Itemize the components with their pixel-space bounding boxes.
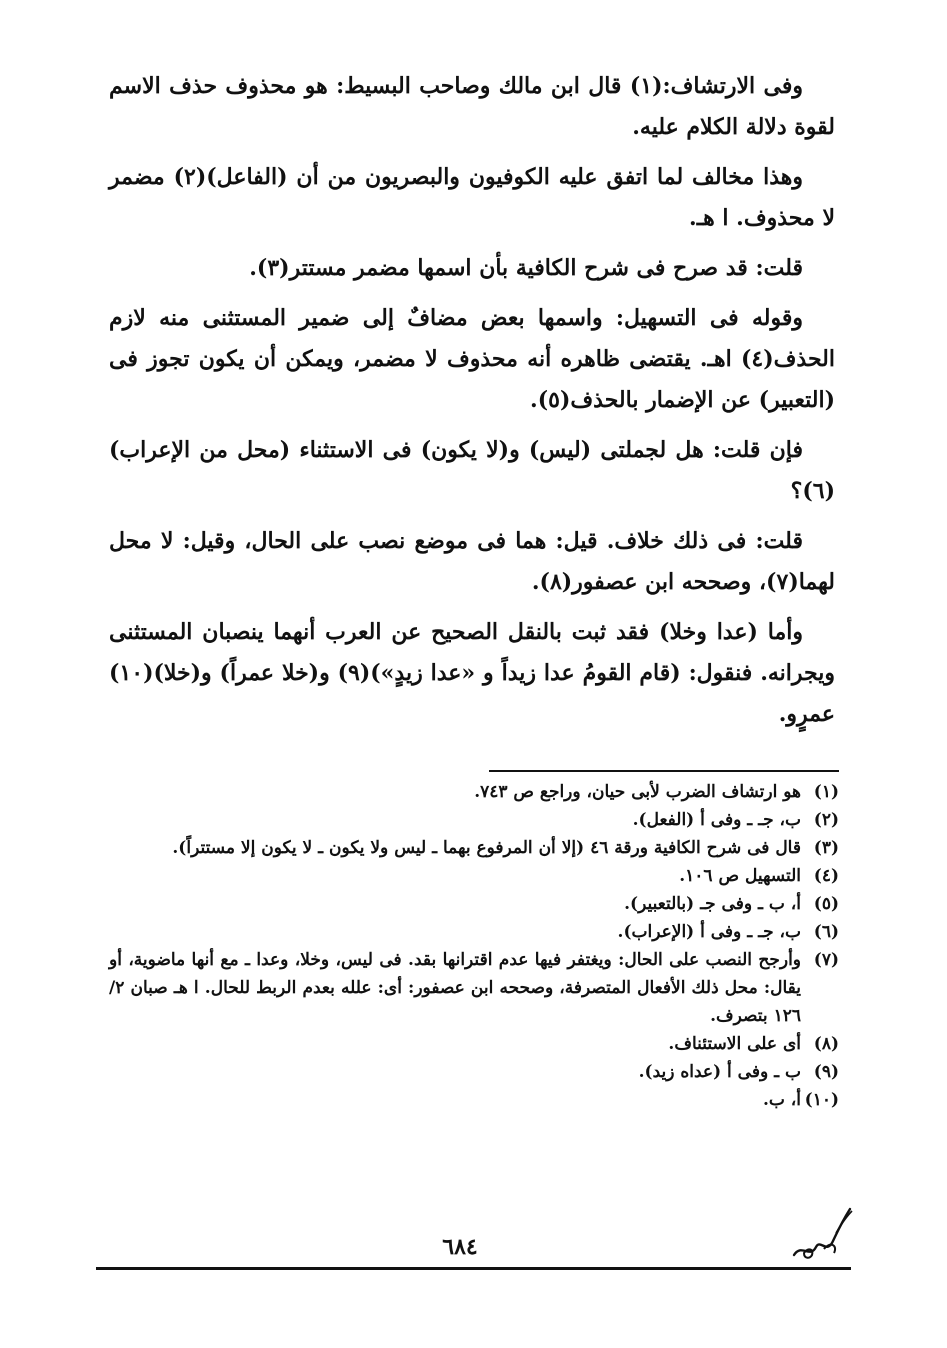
footnote-text: هو ارتشاف الضرب لأبى حيان، وراجع ص ٧٤٣. <box>474 782 801 802</box>
footnote-8 <box>109 1030 839 1058</box>
paragraph-1: وفى الارتشاف:(١) قال ابن مالك وصاحب البسيط: هو محذوف حذف الاسم لقوة دلالة الكلام عليه. <box>109 73 835 140</box>
paragraph-7: وأما (عدا وخلا) فقد ثبت بالنقل الصحيح عن العرب أنهما ينصبان المستثنى ويجرانه. فنقول: (قام القومُ عدا زيداً و «عدا زيدٍ»)(٩) و(خلا عمراً) و(خلا)(١٠) عمرٍو. <box>109 619 835 727</box>
footnote-9 <box>109 1058 839 1086</box>
paragraph-2: وهذا مخالف لما اتفق عليه الكوفيون والبصريون من أن (الفاعل)(٢) مضمر لا محذوف. ا هـ. <box>109 164 835 231</box>
footnote-text: أ، ب. <box>762 1090 801 1110</box>
footnote-number: (٢) <box>813 810 839 830</box>
footnote-3 <box>109 834 839 862</box>
page-number: ٦٨٤ <box>442 1234 478 1260</box>
footnote-text: ب، جـ ـ وفى أ (الإعراب). <box>617 922 801 942</box>
footnote-5 <box>109 890 839 918</box>
paragraph-4: وقوله فى التسهيل: واسمها بعض مضافٌ إلى ضمير المستثنى منه لازم الحذف(٤) اهـ. يقتضى ظاهره أنه محذوف لا مضمر، ويمكن أن يكون تجوز فى (التعبير) عن الإضمار بالحذف(٥). <box>109 305 835 413</box>
footnote-text: وأرجح النصب على الحال: ويغتفر فيها عدم اقترانها بقد. فى ليس، وخلا، وعدا ـ مع أنها ماضوية، أو يقال: محل ذلك الأفعال المتصرفة، وصححه ابن عصفور: أى: علله بعدم الربط للحال. ا هـ صبان ٢/ ١٢٦ بتصرف. <box>109 950 801 1026</box>
footnote-text: ب، جـ ـ وفى أ (الفعل). <box>632 810 801 830</box>
handwritten-signature-icon <box>790 1203 854 1265</box>
paragraph-5: فإن قلت: هل لجملتى (ليس) و(لا يكون) فى الاستثناء (محل من الإعراب)(٦)؟ <box>109 437 835 504</box>
footnotes <box>109 778 839 1114</box>
footnote-text: ب ـ وفى أ (عداه زيد). <box>638 1062 801 1082</box>
paragraph-6: قلت: فى ذلك خلاف. قيل: هما فى موضع نصب على الحال، وقيل: لا محل لهما(٧)، وصححه ابن عصفور(٨). <box>109 528 835 595</box>
footnote-1 <box>109 778 839 806</box>
footnote-number: (٧) <box>813 950 839 970</box>
bottom-rule <box>96 1267 851 1270</box>
footnote-7 <box>109 946 839 1030</box>
footnote-number: (١٠) <box>804 1090 839 1110</box>
main-text <box>109 66 835 744</box>
footnote-6 <box>109 918 839 946</box>
footnote-number: (١) <box>813 782 839 802</box>
footnote-number: (٥) <box>813 894 839 914</box>
footnote-text: أى على الاستئناف. <box>668 1034 801 1054</box>
footnote-number: (٩) <box>813 1062 839 1082</box>
footnote-number: (٤) <box>813 866 839 886</box>
footnote-number: (٣) <box>813 838 839 858</box>
footnote-number: (٨) <box>813 1034 839 1054</box>
footnote-10 <box>109 1086 839 1114</box>
footnote-2 <box>109 806 839 834</box>
footnote-divider <box>489 770 839 772</box>
footnote-text: التسهيل ص ١٠٦. <box>679 866 801 886</box>
footnote-number: (٦) <box>813 922 839 942</box>
footnote-text: أ، ب ـ وفى جـ (بالتعبير). <box>624 894 801 914</box>
footnote-4 <box>109 862 839 890</box>
paragraph-3: قلت: قد صرح فى شرح الكافية بأن اسمها مضمر مستتر(٣). <box>249 255 803 281</box>
footnote-text: قال فى شرح الكافية ورقة ٤٦ (إلا أن المرفوع بهما ـ ليس ولا يكون ـ لا يكون إلا مستتراً). <box>172 838 801 858</box>
